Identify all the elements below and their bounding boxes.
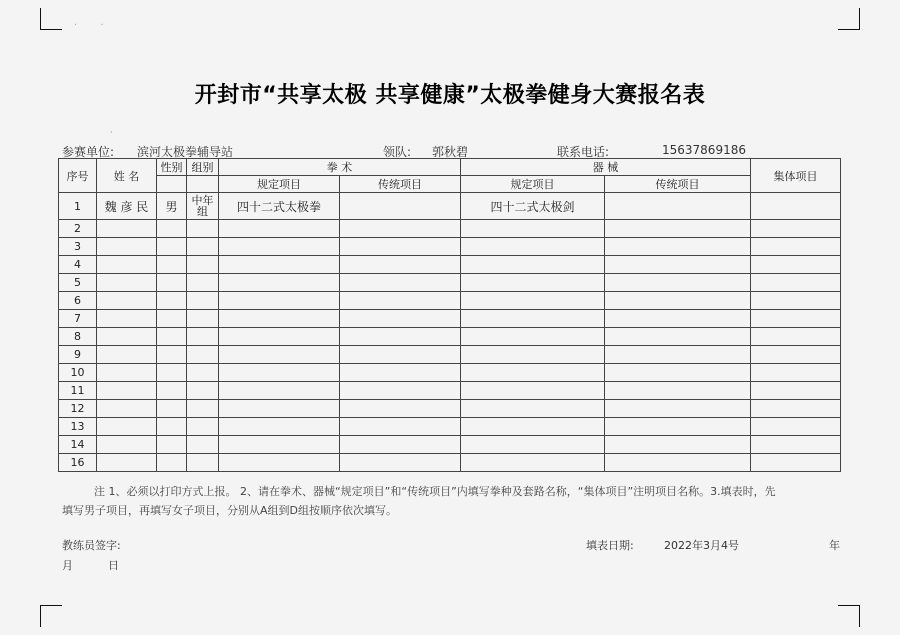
crop-mark-top-right	[838, 8, 860, 30]
row-num: 7	[59, 310, 97, 328]
row-num: 4	[59, 256, 97, 274]
row-gender: 男	[157, 193, 187, 220]
row-num: 10	[59, 364, 97, 382]
row-name: 魏 彦 民	[97, 193, 157, 220]
row-num: 3	[59, 238, 97, 256]
notes	[62, 482, 840, 520]
table-row	[59, 346, 841, 364]
crop-mark-bottom-right	[838, 605, 860, 627]
table-row	[59, 310, 841, 328]
row-num: 14	[59, 436, 97, 454]
row-num: 13	[59, 418, 97, 436]
crop-mark-bottom-left	[40, 605, 62, 627]
row-num: 6	[59, 292, 97, 310]
row-num: 12	[59, 400, 97, 418]
unit-value: 滨河太极拳辅导站	[137, 145, 234, 159]
row-jiti	[751, 193, 841, 220]
row-qixie-guiding: 四十二式太极剑	[461, 193, 605, 220]
row-num: 16	[59, 454, 97, 472]
phone-value: 15637869186	[662, 143, 746, 157]
table-row	[59, 220, 841, 238]
fill-date-value: 2022年3月4号	[664, 539, 739, 552]
row-num: 1	[59, 193, 97, 220]
row-quan-chuantong	[340, 193, 461, 220]
row-qixie-chuantong	[605, 193, 751, 220]
table-row	[59, 292, 841, 310]
scan-dot: ·	[110, 128, 113, 137]
table-row	[59, 454, 841, 472]
row-group: 中年组	[187, 193, 219, 220]
leader-value: 郭秋碧	[432, 145, 469, 159]
header-gender-blank	[157, 176, 187, 193]
header-qixie-chuantong: 传统项目	[605, 176, 751, 193]
table-row	[59, 274, 841, 292]
table-row	[59, 193, 841, 220]
table-row	[59, 436, 841, 454]
row-num: 11	[59, 382, 97, 400]
unit-label: 参赛单位:	[62, 145, 115, 159]
fill-date-label: 填表日期:	[586, 539, 634, 552]
month-label: 月	[62, 559, 73, 572]
day-label: 日	[108, 559, 119, 572]
header-group: 组别	[187, 159, 219, 176]
registration-table	[58, 158, 841, 472]
year-label: 年	[829, 539, 840, 552]
row-quan-guiding: 四十二式太极拳	[219, 193, 340, 220]
header-jiti: 集体项目	[751, 159, 841, 193]
note-line-2: 填写男子项目，再填写女子项目，分别从A组到D组按顺序依次填写。	[62, 504, 397, 517]
header-qixie-guiding: 规定项目	[461, 176, 605, 193]
table-row	[59, 256, 841, 274]
header-num: 序号	[59, 159, 97, 193]
phone-label: 联系电话:	[557, 145, 610, 159]
leader-label: 领队:	[383, 145, 412, 159]
header-quan: 拳 术	[219, 159, 461, 176]
table-row	[59, 328, 841, 346]
table-row	[59, 364, 841, 382]
scan-speck: · ·	[74, 20, 114, 31]
header-name: 姓 名	[97, 159, 157, 193]
note-line-1: 注 1、必须以打印方式上报。 2、请在拳术、器械“规定项目”和“传统项目”内填写拳种及套路名称，“集体项目”注明项目名称。3.填表时，先	[94, 485, 776, 498]
row-num: 8	[59, 328, 97, 346]
header-qixie: 器 械	[461, 159, 751, 176]
table-row	[59, 238, 841, 256]
header-gender: 性别	[157, 159, 187, 176]
table-row	[59, 418, 841, 436]
row-num: 9	[59, 346, 97, 364]
header-quan-guiding: 规定项目	[219, 176, 340, 193]
row-num: 2	[59, 220, 97, 238]
table-row	[59, 382, 841, 400]
form-title: 开封市“共享太极 共享健康”太极拳健身大赛报名表	[194, 83, 706, 108]
header-quan-chuantong: 传统项目	[340, 176, 461, 193]
table-row	[59, 400, 841, 418]
crop-mark-top-left	[40, 8, 62, 30]
row-num: 5	[59, 274, 97, 292]
coach-signature-label: 教练员签字:	[62, 539, 121, 552]
header-group-blank	[187, 176, 219, 193]
